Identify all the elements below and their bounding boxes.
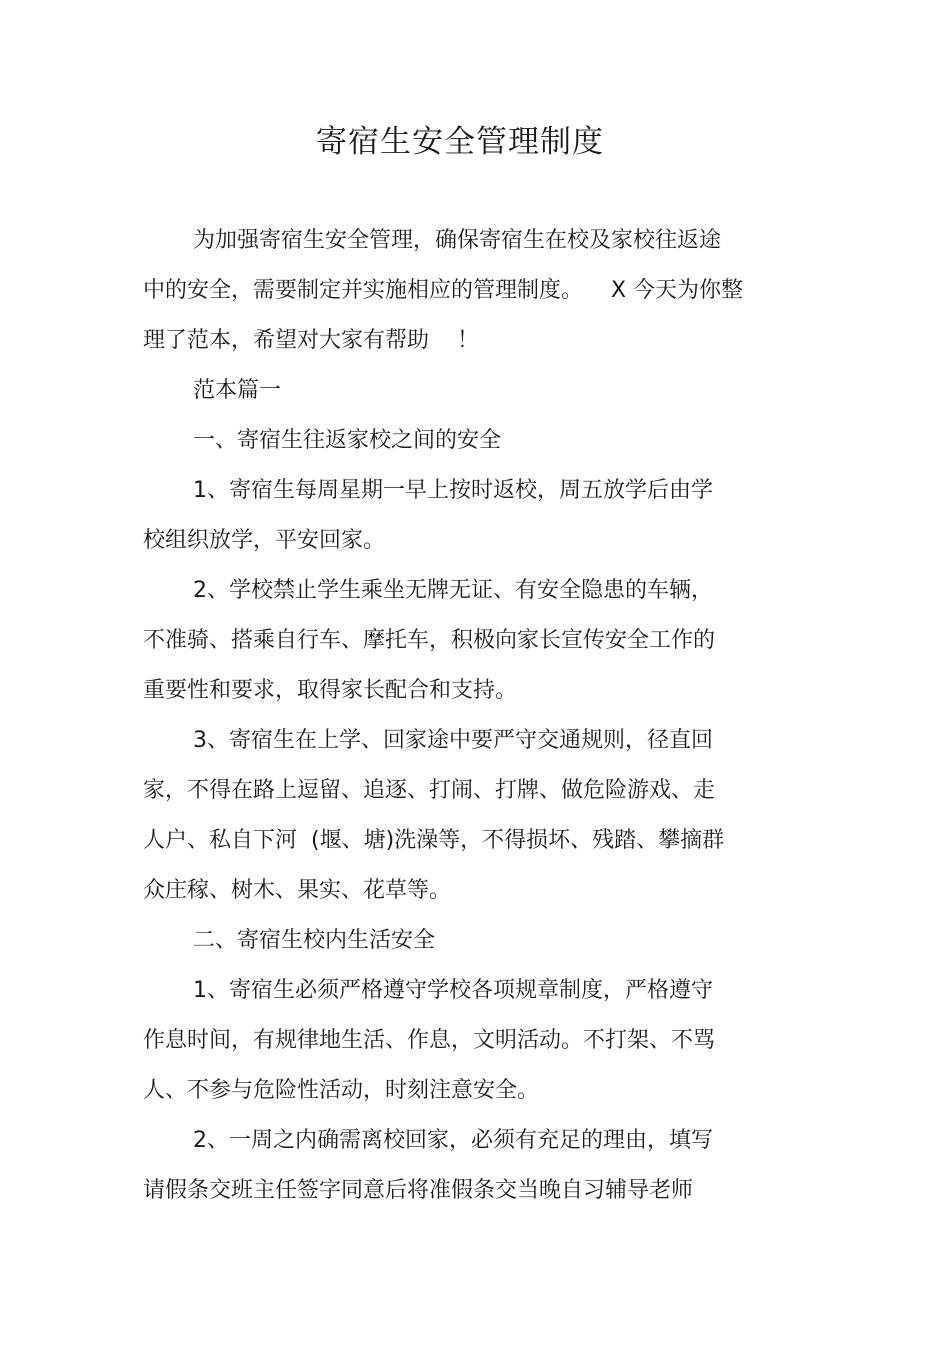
paragraph-line: 2、一周之内确需离校回家，必须有充足的理由，填写 (193, 1128, 713, 1153)
paragraph-line: 理了范本，希望对大家有帮助 ！ (143, 328, 479, 353)
paragraph-line: 人、不参与危险性活动，时刻注意安全。 (143, 1078, 540, 1103)
paragraph-line: 3、寄宿生在上学、回家途中要严守交通规则，径直回 (193, 728, 713, 753)
paragraph-line: 人户、私自下河 (堰、塘)洗澡等，不得损坏、残踏、攀摘群 (143, 828, 725, 853)
paragraph-line: 为加强寄宿生安全管理，确保寄宿生在校及家校往返途 (193, 228, 722, 253)
paragraph-line: 家，不得在路上逗留、追逐、打闹、打牌、做危险游戏、走 (143, 778, 716, 803)
section-heading: 范本篇一 (193, 378, 282, 403)
paragraph-line: 不准骑、搭乘自行车、摩托车，积极向家长宣传安全工作的 (143, 628, 716, 653)
paragraph-line: 重要性和要求，取得家长配合和支持。 (143, 678, 518, 703)
paragraph-line: 中的安全，需要制定并实施相应的管理制度。 X 今天为你整 (143, 278, 744, 303)
paragraph-line: 众庄稼、树木、果实、花草等。 (143, 878, 452, 903)
paragraph-line: 1、寄宿生必须严格遵守学校各项规章制度，严格遵守 (193, 978, 713, 1003)
section-heading: 一、寄宿生往返家校之间的安全 (193, 428, 502, 453)
document-title: 寄宿生安全管理制度 (316, 124, 604, 160)
paragraph-line: 校组织放学，平安回家。 (143, 528, 386, 553)
paragraph-line: 请假条交班主任签字同意后将准假条交当晚自习辅导老师 (143, 1178, 694, 1203)
section-heading: 二、寄宿生校内生活安全 (193, 928, 436, 953)
paragraph-line: 作息时间，有规律地生活、作息，文明活动。不打架、不骂 (143, 1028, 716, 1053)
paragraph-line: 2、学校禁止学生乘坐无牌无证、有安全隐患的车辆， (193, 578, 713, 603)
paragraph-line: 1、寄宿生每周星期一早上按时返校，周五放学后由学 (193, 478, 713, 503)
